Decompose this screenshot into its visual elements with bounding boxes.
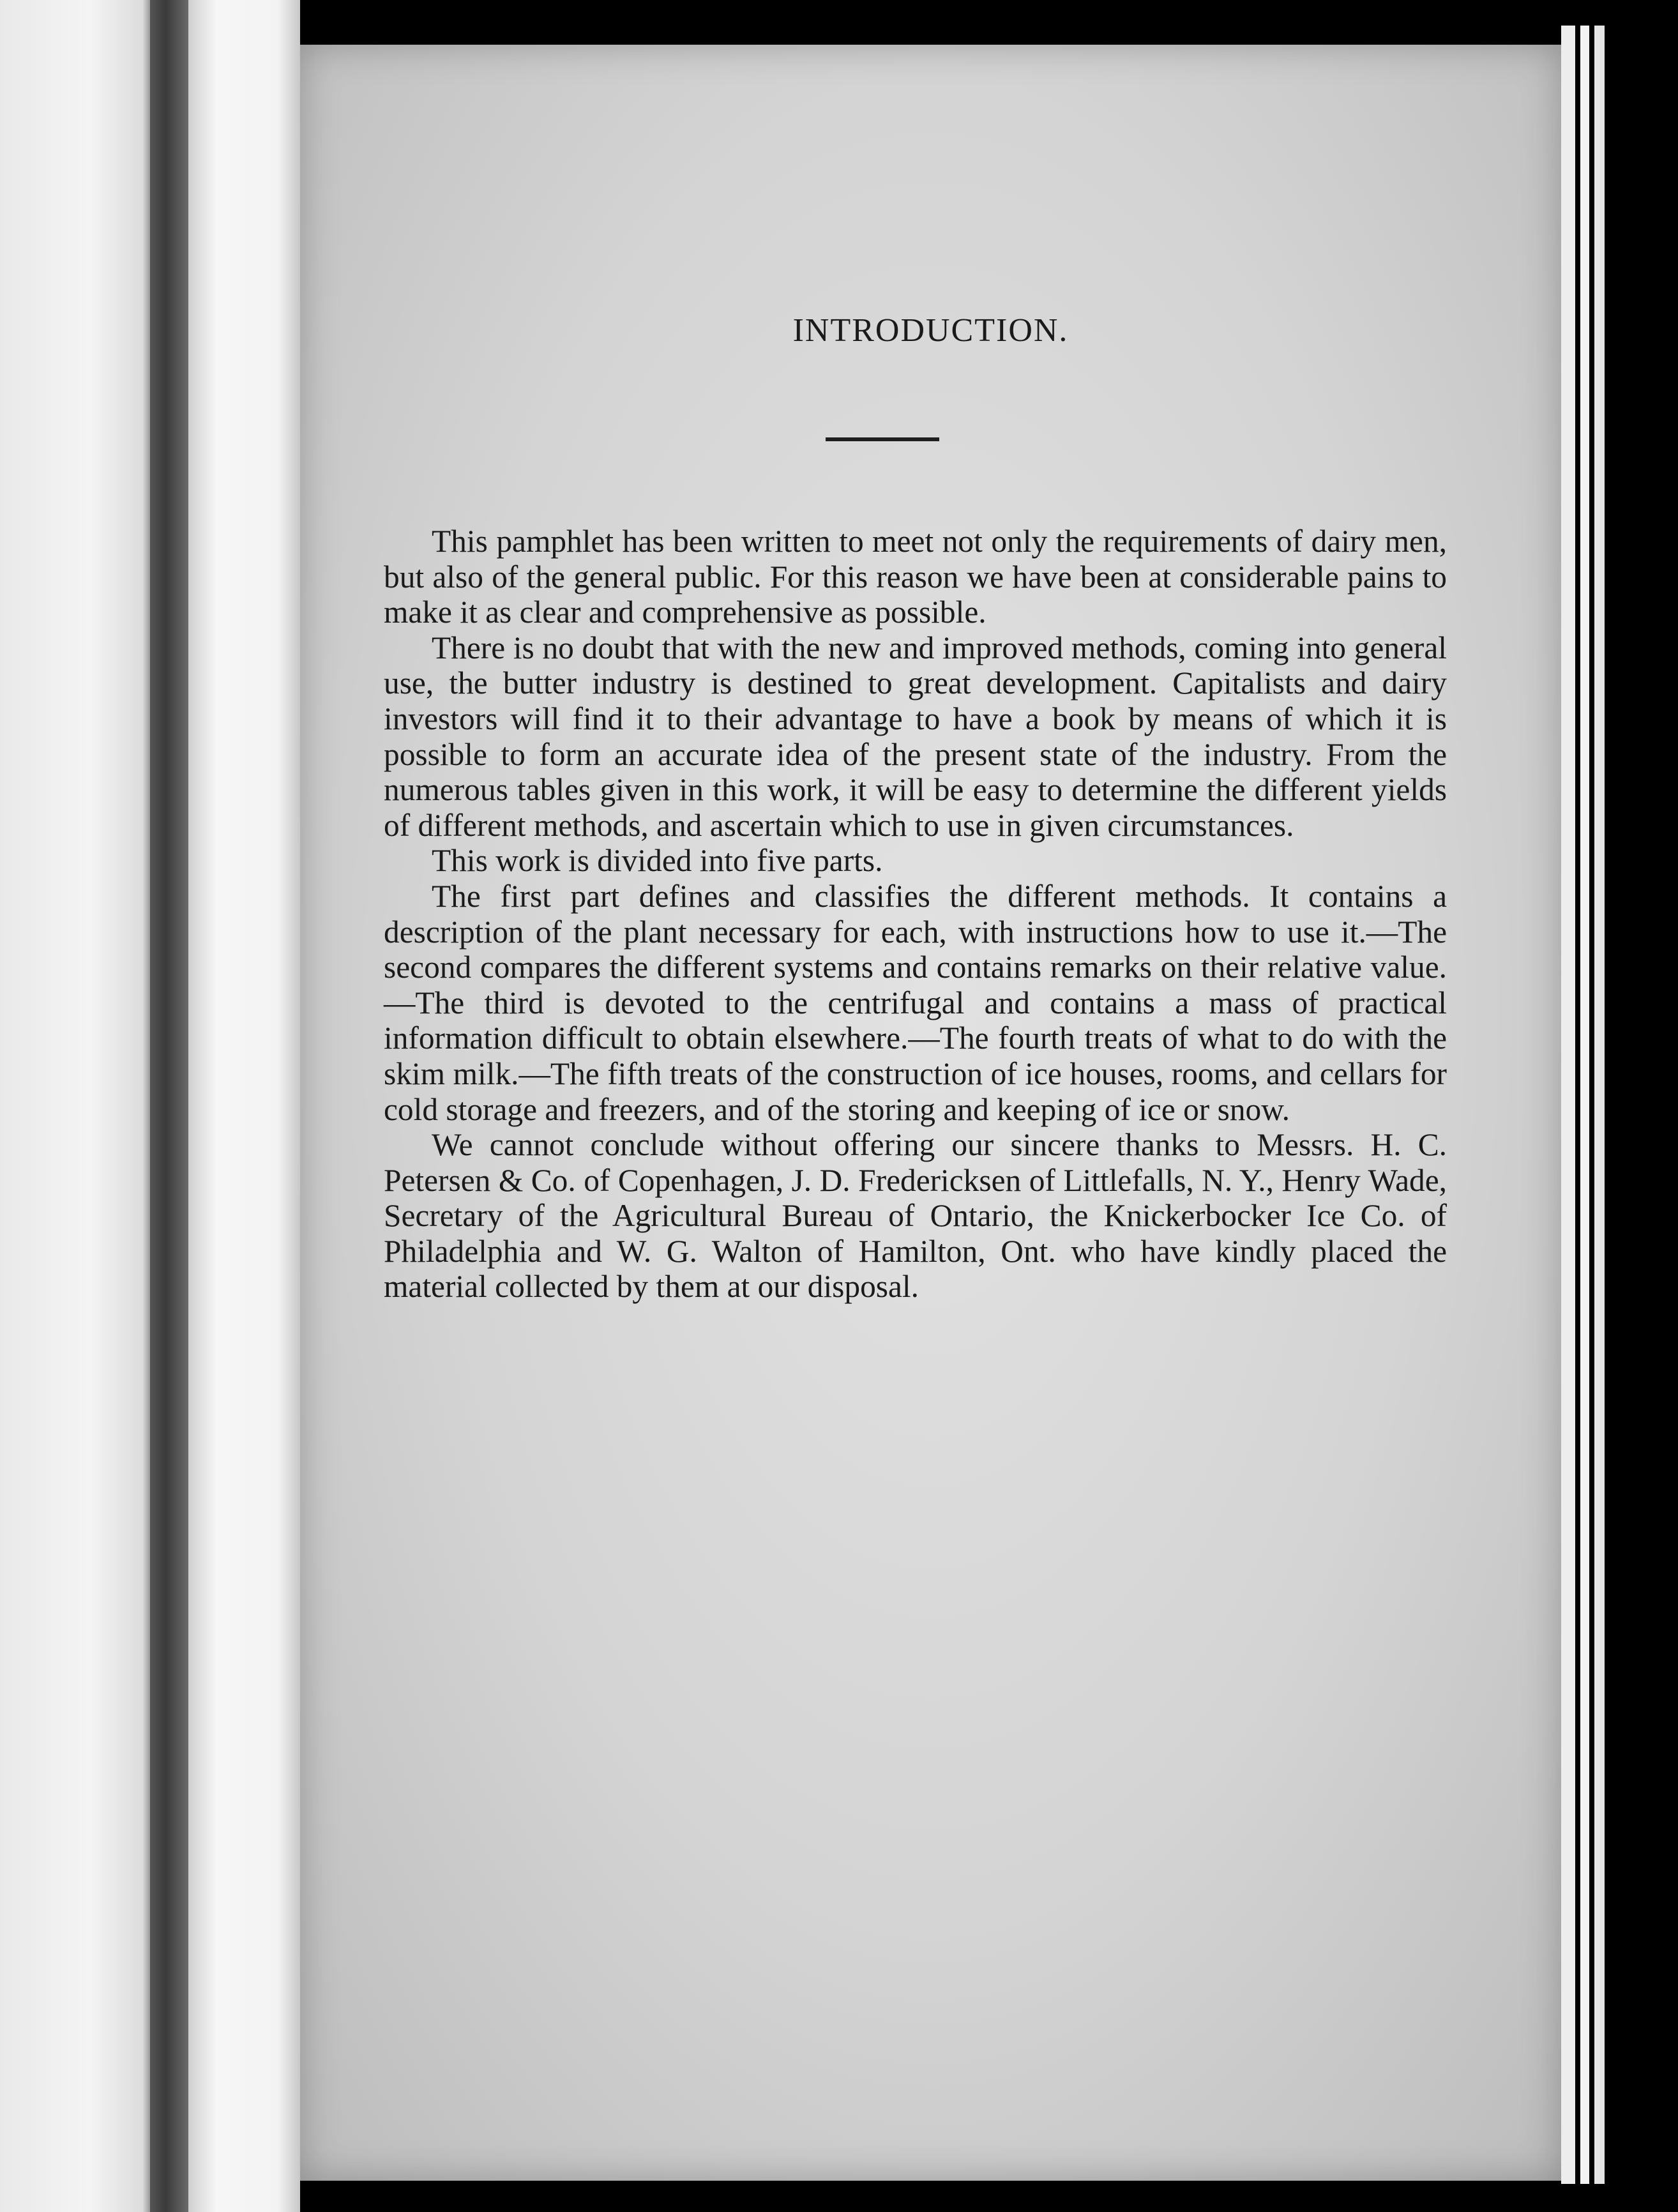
- paragraph: There is no doubt that with the new and improved methods, coming into general use, the butter industry is destined to great development. Capitalists and dairy investors will find it to their advantage to have a book by means of which it is possible to form an accurate idea of the present state of the industry. From the numerous tables given in this work, it will be easy to determine the different yields of different methods, and ascertain which to use in given circumstances.: [384, 630, 1447, 843]
- paragraph: This work is divided into five parts.: [432, 843, 883, 879]
- paragraph: The first part defines and classifies the different methods. It contains a description of the plant necessary for each, with instructions how to use it.—The second compares the different systems and contains remarks on their relative value.—The third is devoted to the centrifugal and contains a mass of practical information difficult to obtain elsewhere.—The fourth treats of what to do with the skim milk.—The fifth treats of the construction of ice houses, rooms, and cellars for cold storage and freezers, and of the storing and keeping of ice or snow.: [384, 878, 1447, 1127]
- title-rule: [826, 437, 939, 441]
- page-leaf-edge: [1594, 26, 1605, 2184]
- paragraph: This pamphlet has been written to meet not only the requirements of dairy men, but also of the general public. For this reason we have been at considerable pains to make it as clear and comprehensive as possible.: [384, 524, 1447, 630]
- page-leaf-edge: [1580, 26, 1589, 2184]
- book-gutter: [150, 0, 188, 2212]
- document-page: [300, 45, 1561, 2181]
- page-leaf-edge: [1561, 26, 1575, 2184]
- page-title: INTRODUCTION.: [792, 312, 1069, 349]
- facing-page-edge: [0, 0, 150, 2212]
- page-binding-strip: [188, 0, 300, 2212]
- paragraph: We cannot conclude without offering our sincere thanks to Messrs. H. C. Petersen & Co. of Copenhagen, J. D. Fredericksen of Littlefalls, N. Y., Henry Wade, Secretary of the Agricultural Bureau of Ontario, the Knickerbocker Ice Co. of Philadelphia and W. G. Walton of Hamilton, Ont. who have kindly placed the material collected by them at our disposal.: [384, 1127, 1447, 1305]
- body-text: [384, 524, 1447, 1305]
